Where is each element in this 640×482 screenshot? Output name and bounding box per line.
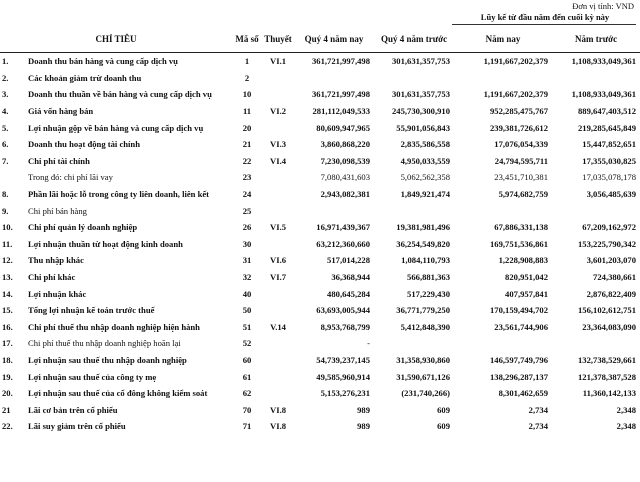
- row-prev-year: 724,380,661: [593, 272, 637, 283]
- row-q4-prev-year: (231,740,266): [401, 388, 451, 399]
- row-note: VI.6: [270, 255, 287, 266]
- row-q4-this-year: 5,153,276,231: [320, 388, 371, 399]
- table-row: [0, 236, 640, 253]
- row-prev-year: 889,647,403,512: [578, 106, 637, 117]
- row-this-year: 138,296,287,137: [490, 371, 549, 382]
- row-this-year: 952,285,475,767: [490, 106, 549, 117]
- table-row: [0, 385, 640, 402]
- row-this-year: 23,451,710,381: [494, 172, 549, 183]
- row-label: Các khoản giảm trừ doanh thu: [28, 72, 142, 83]
- row-code: 32: [242, 272, 252, 283]
- row-prev-year: [552, 335, 640, 352]
- row-label: Lợi nhuận khác: [28, 288, 87, 299]
- row-number: 9.: [2, 205, 9, 216]
- row-this-year: 23,561,744,906: [494, 321, 549, 332]
- table-row: [0, 285, 640, 302]
- row-this-year: [454, 202, 552, 219]
- row-note: [262, 169, 294, 186]
- row-q4-this-year: 63,693,005,944: [316, 305, 371, 316]
- row-this-year: 67,886,331,138: [494, 222, 549, 233]
- row-q4-this-year: 361,721,997,498: [312, 89, 371, 100]
- row-code: 52: [242, 338, 252, 349]
- row-prev-year: [552, 202, 640, 219]
- row-q4-prev-year: 245,730,300,910: [392, 106, 451, 117]
- row-label: Trong đó: chi phí lãi vay: [28, 172, 113, 183]
- row-label: Lợi nhuận sau thuế của công ty mẹ: [28, 371, 157, 382]
- row-this-year: 407,957,841: [505, 288, 549, 299]
- row-number: 10.: [2, 222, 13, 233]
- row-q4-prev-year: 31,590,671,126: [396, 371, 451, 382]
- row-q4-this-year: -: [367, 338, 371, 349]
- row-label: Chi phí tài chính: [28, 155, 90, 166]
- row-number: 2.: [2, 72, 9, 83]
- row-note: [262, 186, 294, 203]
- row-code: 62: [242, 388, 252, 399]
- row-prev-year: 153,225,790,342: [578, 238, 637, 249]
- row-q4-prev-year: 36,771,779,250: [396, 305, 451, 316]
- row-prev-year: 219,285,645,849: [578, 122, 637, 133]
- row-code: 25: [242, 205, 252, 216]
- row-code: 51: [242, 321, 252, 332]
- row-number: 8.: [2, 189, 9, 200]
- table-row: [0, 119, 640, 136]
- row-prev-year: 2,348: [616, 404, 637, 415]
- row-q4-prev-year: 1,849,921,474: [400, 189, 451, 200]
- row-note: [262, 70, 294, 87]
- row-label: Lãi cơ bản trên cổ phiếu: [28, 404, 118, 415]
- row-label: Chi phí thuế thu nhập doanh nghiệp hoãn lại: [28, 338, 181, 349]
- row-number: 4.: [2, 106, 9, 117]
- row-number: 3.: [2, 89, 9, 100]
- row-prev-year: 156,102,612,751: [578, 305, 637, 316]
- row-this-year: 820,951,042: [505, 272, 549, 283]
- row-label: Lợi nhuận sau thuế thu nhập doanh nghiệp: [28, 354, 187, 365]
- row-prev-year: 3,601,203,070: [586, 255, 637, 266]
- row-code: 50: [242, 305, 252, 316]
- row-note: VI.2: [270, 106, 287, 117]
- row-label: Thu nhập khác: [28, 255, 84, 266]
- table-row: [0, 368, 640, 385]
- row-prev-year: 2,876,822,409: [586, 288, 637, 299]
- row-note: VI.5: [270, 222, 287, 233]
- col-header-prev-year: Năm trước: [552, 26, 640, 53]
- row-q4-prev-year: 19,381,981,496: [396, 222, 451, 233]
- row-q4-prev-year: 31,358,930,860: [396, 354, 451, 365]
- row-number: 11.: [2, 238, 13, 249]
- col-header-this-year: Năm nay: [454, 26, 552, 53]
- accumulated-divider: [452, 24, 636, 25]
- row-q4-this-year: [294, 70, 374, 87]
- table-row: [0, 103, 640, 120]
- row-q4-prev-year: 55,901,056,843: [396, 122, 451, 133]
- row-q4-prev-year: [374, 202, 454, 219]
- col-header-indicator: CHỈ TIÊU: [0, 26, 232, 53]
- row-code: 20: [242, 122, 252, 133]
- row-code: 71: [242, 421, 252, 432]
- row-label: Giá vốn hàng bán: [28, 106, 94, 117]
- row-this-year: 8,301,462,659: [498, 388, 549, 399]
- row-label: Chi phí khác: [28, 272, 76, 283]
- col-header-note: Thuyết: [262, 26, 294, 53]
- row-number: 13.: [2, 272, 13, 283]
- table-row: [0, 202, 640, 219]
- row-note: VI.4: [270, 155, 287, 166]
- row-this-year: 2,734: [528, 421, 549, 432]
- row-number: 17.: [2, 338, 13, 349]
- row-label: Doanh thu thuần về bán hàng và cung cấp dịch vụ: [28, 89, 212, 100]
- row-note: [262, 335, 294, 352]
- row-number: 6.: [2, 139, 9, 150]
- table-row: [0, 418, 640, 435]
- row-this-year: 239,381,726,612: [490, 122, 549, 133]
- row-q4-this-year: 2,943,082,381: [320, 189, 371, 200]
- row-q4-this-year: 480,645,284: [327, 288, 371, 299]
- row-q4-prev-year: 609: [437, 421, 451, 432]
- table-body: [0, 53, 640, 435]
- row-prev-year: 1,108,933,049,361: [571, 89, 637, 100]
- row-label: Chi phí bán hàng: [28, 205, 87, 216]
- row-prev-year: 1,108,933,049,361: [571, 56, 637, 67]
- accumulated-header: Lũy kế từ đầu năm đến cuối kỳ này: [480, 12, 610, 22]
- unit-label: Đơn vị tính: VND: [572, 1, 634, 11]
- row-q4-this-year: 16,971,439,367: [316, 222, 371, 233]
- row-q4-this-year: 361,721,997,498: [312, 56, 371, 67]
- table-header-row: [0, 26, 640, 53]
- row-code: 60: [242, 354, 252, 365]
- row-note: [262, 236, 294, 253]
- row-prev-year: 67,209,162,972: [582, 222, 637, 233]
- table-row: [0, 352, 640, 369]
- row-number: 1.: [2, 56, 9, 67]
- row-q4-this-year: 8,953,768,799: [320, 321, 371, 332]
- table-row: [0, 53, 640, 70]
- row-q4-this-year: 517,014,228: [327, 255, 371, 266]
- row-number: 15.: [2, 305, 13, 316]
- row-code: 30: [242, 238, 252, 249]
- row-label: Lợi nhuận sau thuế của cổ đông không kiểm soát: [28, 388, 208, 399]
- row-code: 61: [242, 371, 252, 382]
- row-note: [262, 119, 294, 136]
- row-note: [262, 302, 294, 319]
- row-q4-this-year: [294, 202, 374, 219]
- table-row: [0, 401, 640, 418]
- row-label: Lợi nhuận gộp về bán hàng và cung cấp dịch vụ: [28, 122, 204, 133]
- row-prev-year: 2,348: [616, 421, 637, 432]
- row-prev-year: 3,056,485,639: [586, 189, 637, 200]
- row-q4-prev-year: [374, 335, 454, 352]
- row-prev-year: 17,355,030,825: [582, 155, 637, 166]
- table-row: [0, 319, 640, 336]
- table-row: [0, 269, 640, 286]
- row-code: 21: [242, 139, 252, 150]
- table-row: [0, 86, 640, 103]
- row-prev-year: [552, 70, 640, 87]
- row-this-year: 17,076,054,339: [494, 139, 549, 150]
- row-label: Chi phí quản lý doanh nghiệp: [28, 222, 138, 233]
- row-note: [262, 368, 294, 385]
- row-code: 31: [242, 255, 252, 266]
- row-q4-this-year: 49,585,960,914: [316, 371, 371, 382]
- row-q4-prev-year: 609: [437, 404, 451, 415]
- row-number: 20.: [2, 388, 13, 399]
- row-label: Phần lãi hoặc lỗ trong công ty liên doanh, liên kết: [28, 189, 210, 200]
- row-q4-this-year: 989: [357, 404, 371, 415]
- row-this-year: [454, 70, 552, 87]
- table-row: [0, 153, 640, 170]
- row-label: Lãi suy giảm trên cổ phiếu: [28, 421, 126, 432]
- row-note: VI.8: [270, 404, 287, 415]
- row-prev-year: 132,738,529,661: [578, 354, 637, 365]
- row-number: 19.: [2, 371, 13, 382]
- row-q4-prev-year: 4,950,033,559: [400, 155, 451, 166]
- table-row: [0, 252, 640, 269]
- row-note: [262, 352, 294, 369]
- row-q4-prev-year: 301,631,357,753: [392, 89, 451, 100]
- row-note: VI.1: [270, 56, 287, 67]
- row-code: 11: [242, 106, 252, 117]
- row-q4-prev-year: 5,412,848,390: [400, 321, 451, 332]
- row-label: Chi phí thuế thu nhập doanh nghiệp hiện hành: [28, 321, 200, 332]
- row-code: 26: [242, 222, 252, 233]
- table-row: [0, 136, 640, 153]
- row-this-year: 2,734: [528, 404, 549, 415]
- row-this-year: 146,597,749,796: [490, 354, 549, 365]
- table-row: [0, 70, 640, 87]
- row-q4-prev-year: 1,084,110,793: [401, 255, 451, 266]
- table-row: [0, 219, 640, 236]
- row-code: 70: [242, 404, 252, 415]
- row-q4-prev-year: 2,835,586,558: [400, 139, 451, 150]
- row-number: 12.: [2, 255, 13, 266]
- row-number: 7.: [2, 155, 9, 166]
- row-note: [262, 202, 294, 219]
- row-number: 22.: [2, 421, 13, 432]
- row-q4-prev-year: 301,631,357,753: [392, 56, 451, 67]
- row-prev-year: 15,447,852,651: [582, 139, 637, 150]
- row-this-year: 24,794,595,711: [494, 155, 549, 166]
- row-code: 10: [242, 89, 252, 100]
- row-number: 16.: [2, 321, 13, 332]
- row-prev-year: 17,035,078,178: [582, 172, 637, 183]
- row-code: 24: [242, 189, 252, 200]
- row-prev-year: 121,378,387,528: [578, 371, 637, 382]
- row-number: 21: [2, 404, 11, 415]
- row-q4-prev-year: 566,881,363: [407, 272, 451, 283]
- row-prev-year: 11,360,142,133: [582, 388, 637, 399]
- row-code: 2: [244, 72, 250, 83]
- row-note: [262, 385, 294, 402]
- row-q4-prev-year: 36,254,549,820: [396, 238, 451, 249]
- row-label: Doanh thu hoạt động tài chính: [28, 139, 140, 150]
- row-number: 5.: [2, 122, 9, 133]
- row-q4-this-year: 989: [357, 421, 371, 432]
- row-q4-this-year: 3,860,868,220: [320, 139, 371, 150]
- col-header-code: Mã số: [232, 26, 262, 53]
- row-number: 14.: [2, 288, 13, 299]
- row-code: 23: [242, 172, 252, 183]
- row-prev-year: 23,364,083,090: [582, 321, 637, 332]
- row-this-year: 1,228,908,883: [498, 255, 549, 266]
- table-row: [0, 186, 640, 203]
- row-this-year: 169,751,536,861: [490, 238, 549, 249]
- row-this-year: 170,159,494,702: [490, 305, 549, 316]
- row-note: VI.7: [270, 272, 287, 283]
- row-q4-this-year: 54,739,237,145: [316, 354, 371, 365]
- row-label: Lợi nhuận thuần từ hoạt động kinh doanh: [28, 238, 183, 249]
- row-q4-this-year: 281,112,049,533: [312, 106, 371, 117]
- col-header-q4-prev-year: Quý 4 năm trước: [374, 26, 454, 53]
- row-q4-prev-year: 517,229,430: [407, 288, 451, 299]
- row-this-year: 5,974,682,759: [498, 189, 549, 200]
- row-label: Tổng lợi nhuận kế toán trước thuế: [28, 305, 155, 316]
- row-q4-this-year: 7,080,431,603: [320, 172, 371, 183]
- table-row: [0, 335, 640, 352]
- row-code: 1: [244, 56, 250, 67]
- row-q4-prev-year: [374, 70, 454, 87]
- row-number: 18.: [2, 354, 13, 365]
- row-number: [0, 169, 26, 186]
- row-label: Doanh thu bán hàng và cung cấp dịch vụ: [28, 56, 178, 67]
- row-q4-this-year: 36,368,944: [331, 272, 371, 283]
- row-note: V.14: [270, 321, 286, 332]
- row-this-year: 1,191,667,202,379: [483, 89, 549, 100]
- row-note: [262, 86, 294, 103]
- row-this-year: 1,191,667,202,379: [483, 56, 549, 67]
- row-q4-this-year: 7,230,098,539: [320, 155, 371, 166]
- row-q4-prev-year: 5,062,562,358: [400, 172, 451, 183]
- row-note: [262, 285, 294, 302]
- row-this-year: [454, 335, 552, 352]
- row-note: VI.3: [270, 139, 287, 150]
- row-q4-this-year: 63,212,360,660: [316, 238, 371, 249]
- table-row: [0, 169, 640, 186]
- row-q4-this-year: 80,609,947,965: [316, 122, 371, 133]
- col-header-q4-this-year: Quý 4 năm nay: [294, 26, 374, 53]
- row-code: 40: [242, 288, 252, 299]
- row-note: VI.8: [270, 421, 287, 432]
- table-row: [0, 302, 640, 319]
- income-statement-table: [0, 26, 640, 435]
- row-code: 22: [242, 155, 252, 166]
